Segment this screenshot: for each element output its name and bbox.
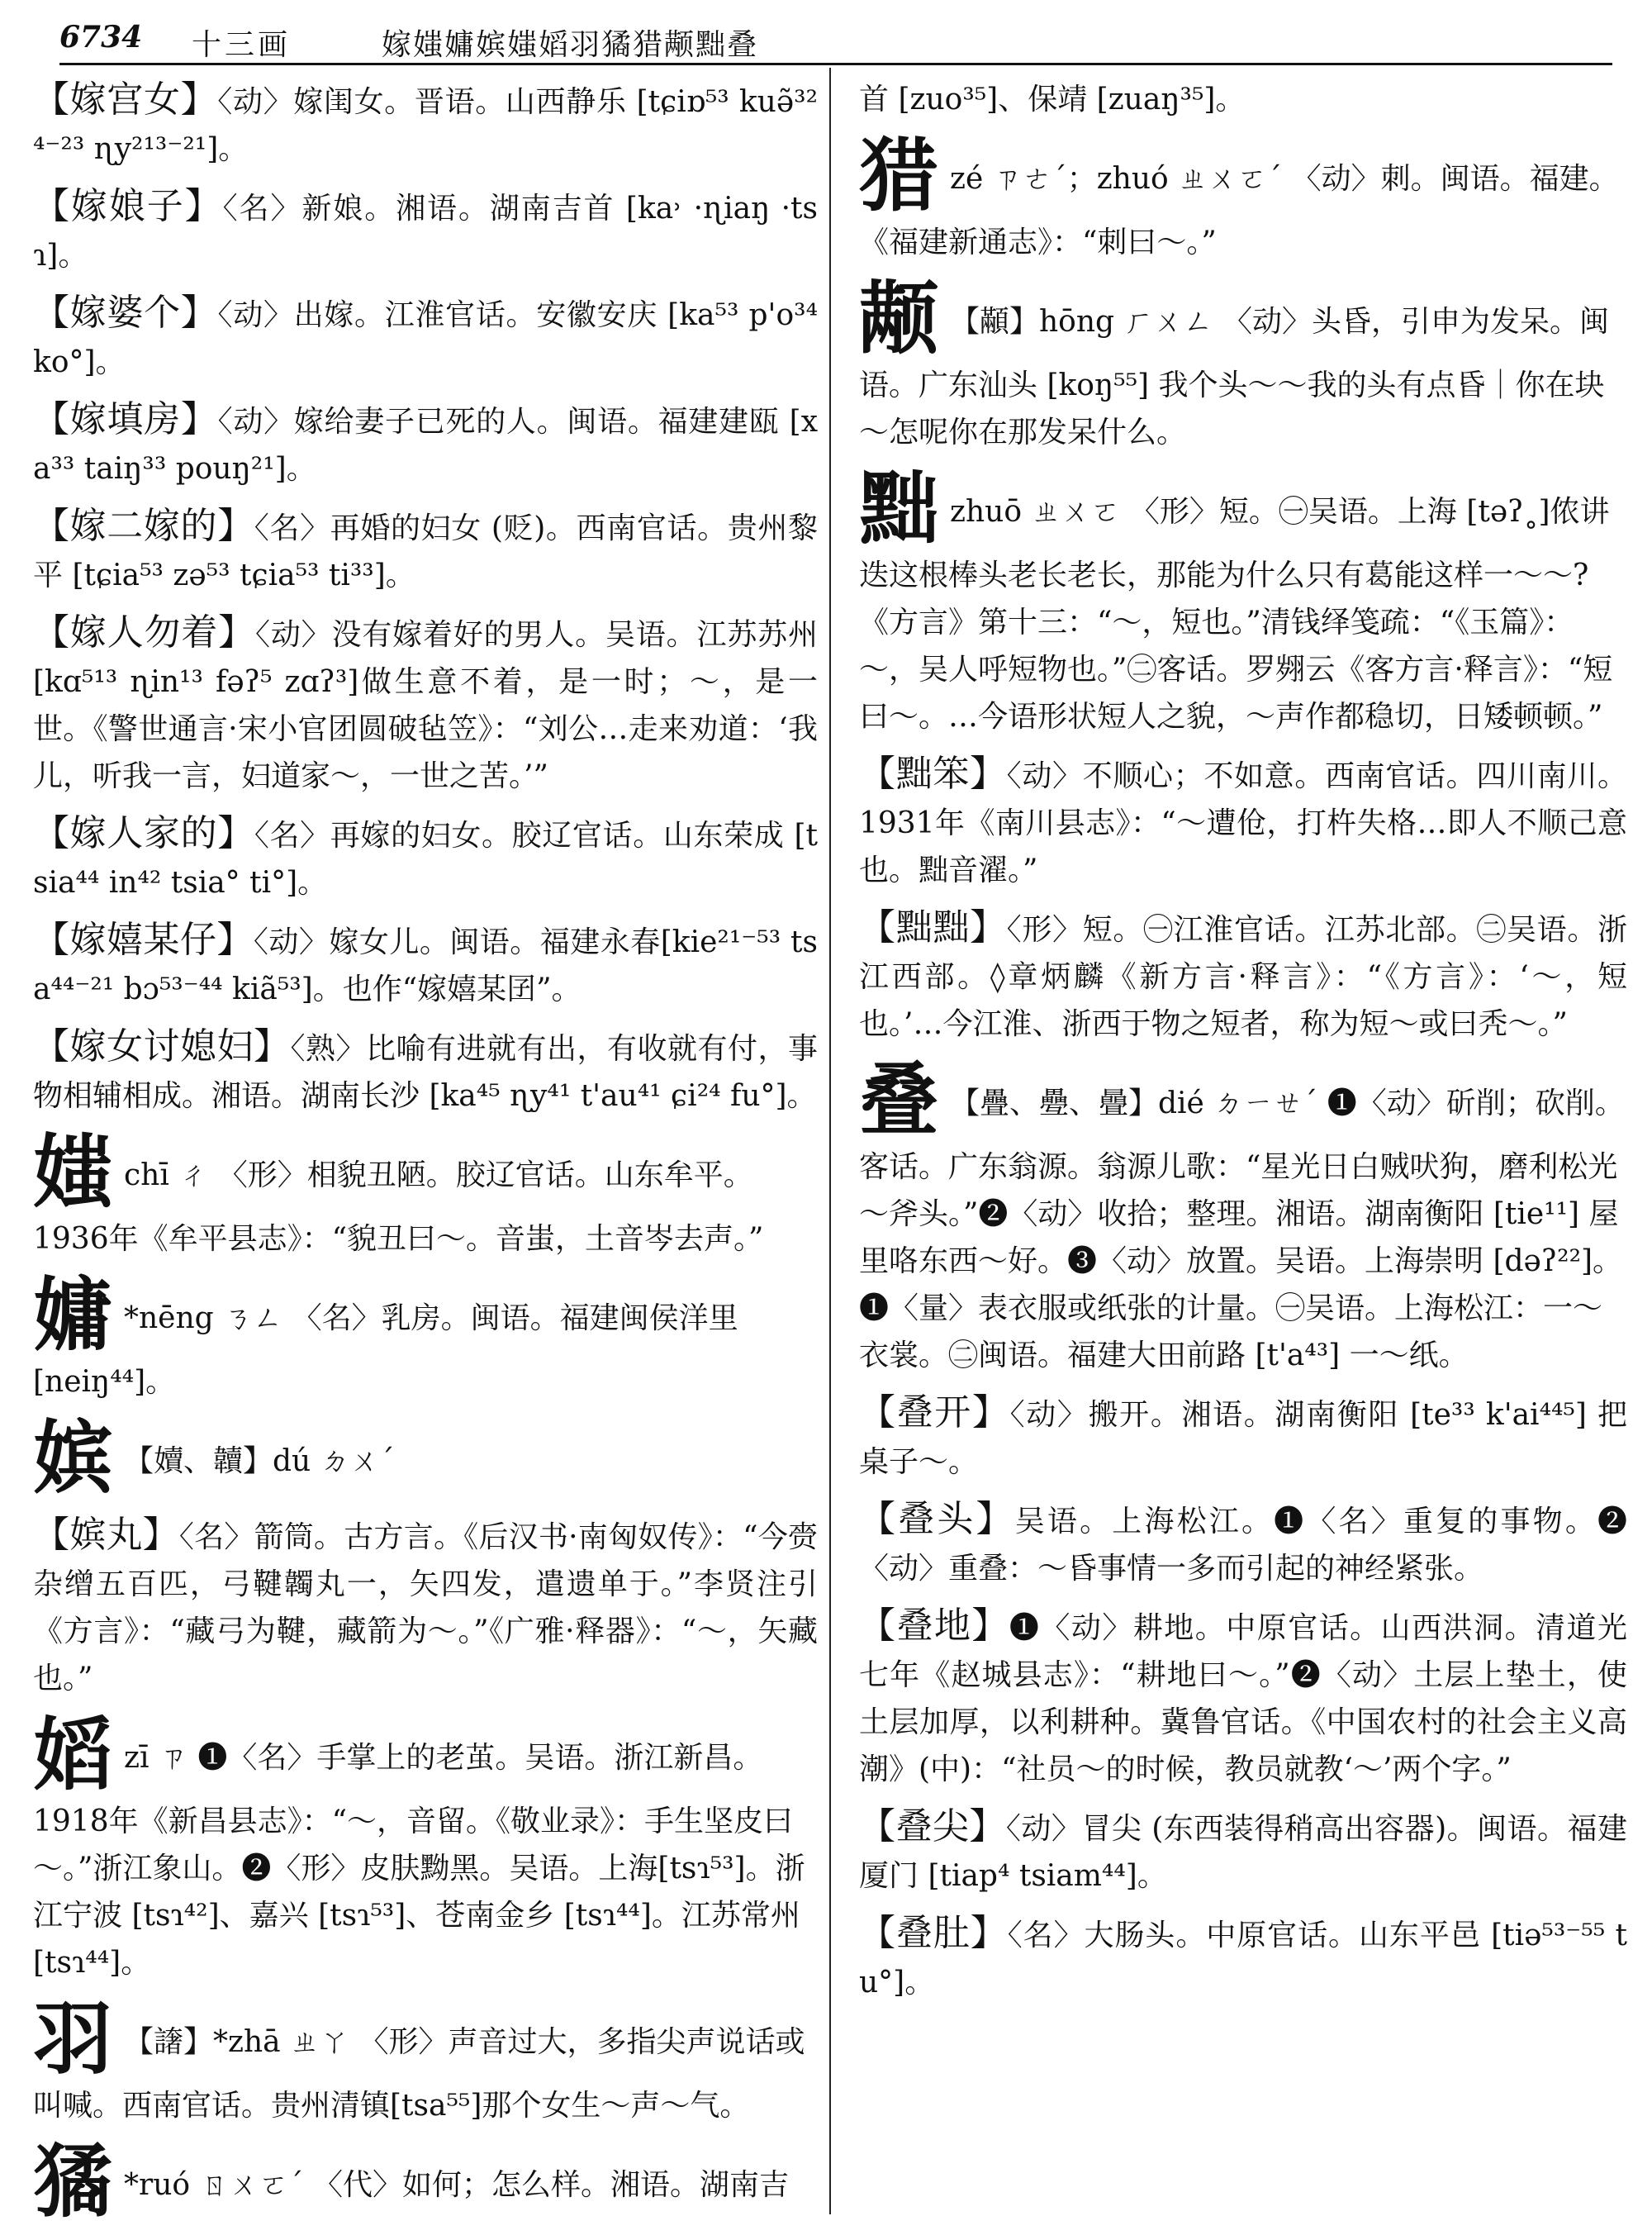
left-column [33, 76, 818, 2235]
character-headword: 叠 [859, 1053, 938, 1147]
compound-headword: 【黜黜】 [859, 906, 1007, 949]
entry-body: 〈名〉大肠头。中原官话。山东平邑 [tiə⁵³⁻⁵⁵ tu°]。 [859, 1919, 1627, 2000]
entry-body: 〈名〉箭筒。古方言。《后汉书·南匈奴传》：“今赍杂缯五百匹，弓鞬韣丸一，矢四发，遣遗单于。”李贤注引《方言》：“藏弓为鞬，藏箭为～。”《广雅·释器》：“～，矢藏也。” [33, 1520, 819, 1695]
compound-entry [859, 1803, 1627, 1900]
entry-body: 〈名〉再婚的妇女 (贬)。西南官话。贵州黎平 [tɕia⁵³ zə⁵³ tɕia⁵³ ti³³]。 [33, 511, 818, 592]
entry-body: 〈动〉出嫁。江淮官话。安徽安庆 [ka⁵³ p'o³⁴ ko°]。 [33, 298, 818, 379]
character-entry [33, 1268, 818, 1405]
character-entry [33, 1125, 818, 1263]
compound-headword: 【嫁填房】 [33, 398, 218, 440]
character-entry [33, 1708, 818, 1986]
compound-entry [859, 904, 1627, 1048]
character-entry [859, 1053, 1627, 1379]
compound-entry [33, 396, 818, 492]
character-entry [859, 272, 1627, 456]
compound-headword: 【叠地】 [859, 1605, 1009, 1647]
entry-body: chī ㄔ 〈形〉相貌丑陋。胶辽官话。山东牟平。1936年《牟平县志》：“貌丑曰～。音蚩，土音岑去声。” [33, 1158, 764, 1256]
entry-body: 〈名〉新娘。湘语。湖南吉首 [ka˒ ·ɳiaŋ ·tsɿ]。 [33, 192, 819, 273]
entry-body: 首 [zuo³⁵]、保靖 [zuaŋ³⁵]。 [859, 83, 1246, 117]
entry-body: ❶〈动〉耕地。中原官话。山西洪洞。清道光七年《赵城县志》：“耕地曰～。”❷〈动〉土层上垫土，使土层加厚，以利耕种。冀鲁官话。《中国农村的社会主义高潮》(中)：“社员～的时候，教员就教‘～’两个字。” [859, 1611, 1627, 1786]
compound-entry [33, 1511, 818, 1702]
compound-headword: 【叠头】 [859, 1498, 1015, 1540]
character-entry [859, 129, 1627, 266]
character-entry [33, 1411, 818, 1505]
entry-body: 〈动〉冒尖 (东西装得稍高出容器)。闽语。福建厦门 [tiap⁴ tsiam⁴⁴]。 [859, 1812, 1627, 1893]
compound-entry [859, 1909, 1627, 2006]
character-entry [33, 2135, 818, 2228]
compound-headword: 【嫔丸】 [33, 1514, 179, 1556]
compound-headword: 【叠肚】 [859, 1912, 1008, 1954]
character-headword: 嫔 [33, 1411, 112, 1505]
entry-body: 〈熟〉比喻有进就有出，有收就有付，事物相辅相成。湘语。湖南长沙 [ka⁴⁵ ɳy⁴¹ t'au⁴¹ ɕi²⁴ fu°]。 [33, 1032, 818, 1113]
entry-body: 〈形〉短。㊀江淮官话。江苏北部。㊁吴语。浙江西部。◊章炳麟《新方言·释言》：“《方言》：‘～，短也。’…今江淮、浙西于物之短者，称为短～或曰秃～。” [859, 913, 1627, 1041]
compound-headword: 【叠尖】 [859, 1805, 1006, 1847]
compound-entry [33, 916, 818, 1013]
compound-headword: 【嫁宫女】 [33, 78, 218, 121]
compound-entry [33, 289, 818, 386]
compound-entry [33, 183, 818, 279]
compound-entry [33, 76, 818, 173]
entry-body: 吴语。上海松江。❶〈名〉重复的事物。❷〈动〉重叠：～昏事情一多而引起的神经紧张。 [859, 1505, 1627, 1586]
compound-headword: 【嫁人勿着】 [33, 611, 255, 654]
entry-body: 〈动〉嫁闺女。晋语。山西静乐 [tɕiɒ⁵³ kuə̃³²⁴⁻²³ ɳy²¹³⁻²¹]。 [33, 85, 818, 166]
compound-headword: 【黜笨】 [859, 753, 1007, 795]
compound-headword: 【嫁婆个】 [33, 292, 218, 334]
entry-body: 〈动〉不顺心；不如意。西南官话。四川南川。1931年《南川县志》：“～遭伧，打杵失格…即人不顺己意也。黜音濯。” [859, 759, 1627, 887]
entry-body: zé ㄗㄜˊ；zhuó ㄓㄨㄛˊ 〈动〉刺。闽语。福建。《福建新通志》：“刺曰～。” [859, 162, 1619, 259]
entry-body: 〈动〉嫁女儿。闽语。福建永春[kie²¹⁻⁵³ tsa⁴⁴⁻²¹ bɔ⁵³⁻⁴⁴ kiã⁵³]。也作“嫁嬉某囝”。 [33, 925, 819, 1006]
entry-body: 〈名〉再嫁的妇女。胶辽官话。山东荣成 [tsia⁴⁴ in⁴² tsia° ti°]。 [33, 819, 818, 900]
page-header [59, 15, 1612, 65]
entry-body: 〈动〉搬开。湘语。湖南衡阳 [te³³ k'ai⁴⁴⁵] 把桌子～。 [859, 1398, 1627, 1479]
character-headword: 媸 [33, 1125, 112, 1219]
entry-body: 【譇】*zhā ㄓㄚ 〈形〉声音过大，多指尖声说话或叫喊。西南官话。贵州清镇[tsa⁵⁵]那个女生～声～气。 [33, 2025, 805, 2123]
character-headword: 黜 [859, 462, 938, 555]
section-label: 十三画 [192, 28, 292, 62]
entry-body: zī ㄗ ❶〈名〉手掌上的老茧。吴语。浙江新昌。1918年《新昌县志》：“～，音留。《敬业录》：手生坚皮曰～。”浙江象山。❷〈形〉皮肤黝黑。吴语。上海[tsɿ⁵³]。浙江宁波 [tsɿ⁴²]、嘉兴 [tsɿ⁵³]、苍南金乡 [tsɿ⁴⁴]。江苏常州 [tsɿ⁴⁴]。 [33, 1741, 805, 1980]
entry-body: *ruó ㄖㄨㄛˊ 〈代〉如何；怎么样。湘语。湖南吉 [124, 2168, 789, 2202]
page-headwords: 嫁媸嫞嫔媸嫍羽獝猎颟黜叠 [382, 28, 759, 62]
compound-entry [33, 502, 818, 599]
compound-headword: 【嫁人家的】 [33, 812, 254, 854]
compound-headword: 【嫁女讨媳妇】 [33, 1025, 291, 1068]
compound-entry [33, 1023, 818, 1120]
compound-headword: 【嫁嬉某仔】 [33, 919, 254, 961]
compound-headword: 【嫁娘子】 [33, 185, 223, 227]
character-headword: 羽 [33, 1992, 112, 2085]
compound-entry [859, 750, 1627, 894]
continued-text [859, 76, 1627, 123]
entry-body: 〈动〉嫁给妻子已死的人。闽语。福建建瓯 [xa³³ taiŋ³³ pouŋ²¹]。 [33, 405, 818, 486]
character-headword: 嫞 [33, 1268, 112, 1362]
compound-entry [33, 609, 818, 800]
compound-headword: 【嫁二嫁的】 [33, 505, 254, 547]
character-entry [859, 462, 1627, 740]
compound-entry [859, 1389, 1627, 1486]
entry-body: 【疊、疉、曡】dié ㄉㄧㄝˊ ❶〈动〉斫削；砍削。客话。广东翁源。翁源儿歌：“星光日白贼吠狗，磨利松光～斧头。”❷〈动〉收拾；整理。湘语。湖南衡阳 [tie¹¹] 屋里咯东西～好。❸〈动〉放置。吴语。上海崇明 [dəʔ²²]。❶〈量〉表衣服或纸张的计量。㊀吴语。上海松江：一～衣裳。㊁闽语。福建大田前路 [t'a⁴³] 一～纸。 [859, 1087, 1625, 1372]
compound-entry [859, 1496, 1627, 1592]
compound-headword: 【叠开】 [859, 1391, 1010, 1434]
entry-body: 【嬻、韥】dú ㄉㄨˊ [124, 1444, 395, 1478]
column-divider [829, 68, 831, 2214]
character-headword: 猎 [859, 129, 938, 222]
entry-body: 〈动〉没有嫁着好的男人。吴语。江苏苏州 [kɑ⁵¹³ ɳin¹³ fəʔ⁵ zɑʔ³]做生意不着，是一时；～，是一世。《警世通言·宋小官团圆破毡笠》：“刘公…走来劝道：‘我儿，听我一言，妇道家～，一世之苦。’” [33, 618, 818, 793]
page-number: 6734 [59, 20, 143, 55]
entry-body: *nēng ㄋㄥ 〈名〉乳房。闽语。福建闽侯洋里 [neiŋ⁴⁴]。 [33, 1301, 738, 1399]
right-column [859, 76, 1627, 2016]
character-entry [33, 1992, 818, 2129]
entry-body: zhuō ㄓㄨㄛ 〈形〉短。㊀吴语。上海 [təʔ˳]侬讲迭这根棒头老长老长，那能为什么只有葛能这样一～～?《方言》第十三：“～，短也。”清钱绎笺疏：“《玉篇》：～，吴人呼短物也。”㊁客话。罗翙云《客方言·释言》：“短曰～。…今语形状短人之貌，～声作都稳切，日矮顿顿。” [859, 495, 1613, 734]
entry-body: 【顢】hōng ㄏㄨㄥ 〈动〉头昏，引申为发呆。闽语。广东汕头 [koŋ⁵⁵] 我个头～～我的头有点昏｜你在块～怎呢你在那发呆什么。 [859, 305, 1609, 449]
compound-entry [33, 810, 818, 906]
character-headword: 嫍 [33, 1708, 112, 1801]
character-headword: 颟 [859, 272, 938, 365]
character-headword: 獝 [33, 2135, 112, 2228]
compound-entry [859, 1602, 1627, 1793]
